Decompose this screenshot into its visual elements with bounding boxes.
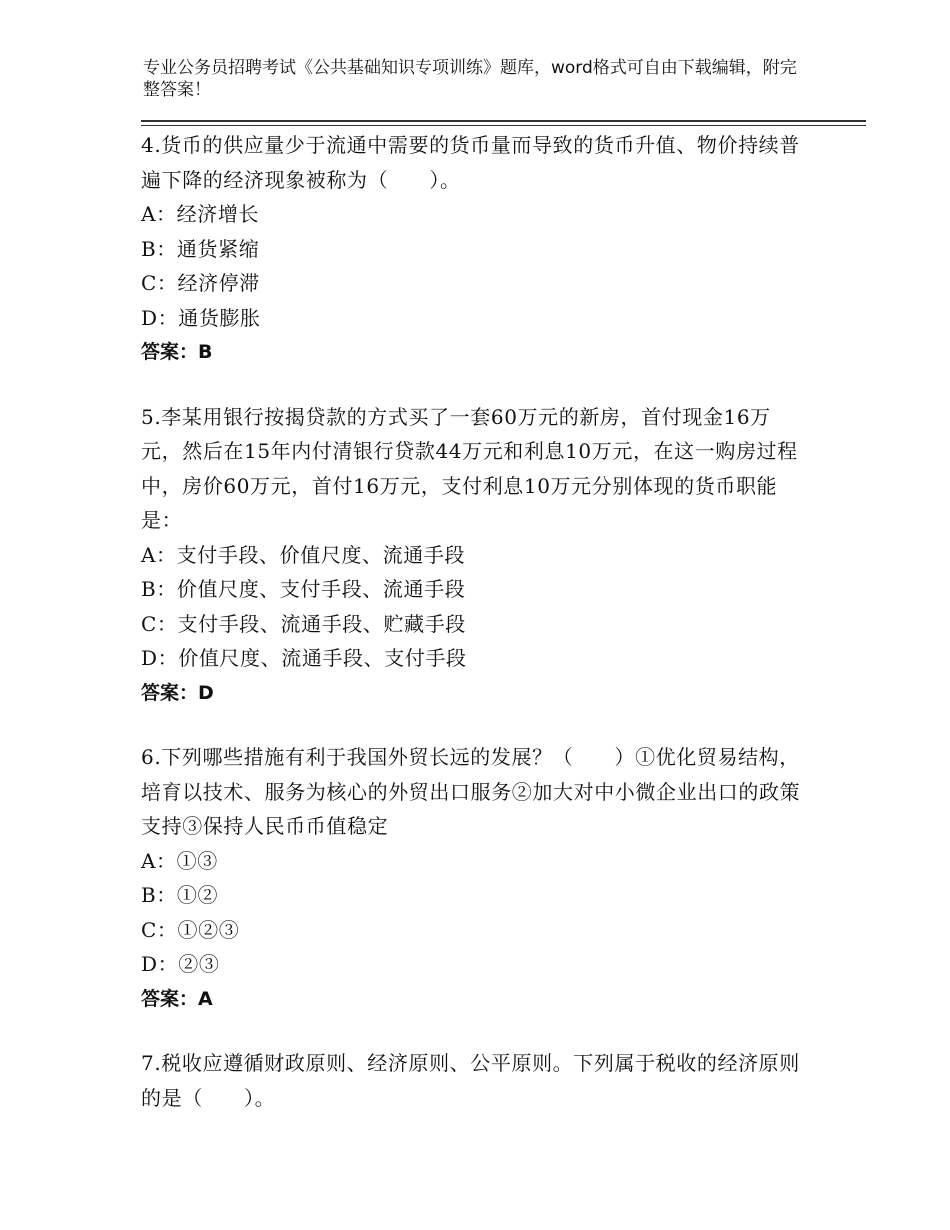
question-text: 7.税收应遵循财政原则、经济原则、公平原则。下列属于税收的经济原则的是（ ）。 [141, 1051, 800, 1110]
question-list [141, 128, 811, 1145]
option-d: D：通货膨胀 [141, 305, 261, 330]
option-b: B：通货紧缩 [141, 236, 260, 261]
answer: 答案：A [141, 987, 213, 1010]
answer: 答案：D [141, 681, 214, 704]
option-a: A：经济增长 [141, 202, 260, 226]
question-7 [141, 1046, 811, 1115]
option-d: D：②③ [141, 952, 220, 976]
question-6 [141, 740, 811, 1016]
header-divider-thin [141, 125, 866, 126]
option-b: B：价值尺度、支付手段、流通手段 [141, 577, 466, 601]
header-divider-thick [141, 120, 866, 122]
option-c: C：经济停滞 [141, 271, 260, 295]
option-d: D：价值尺度、流通手段、支付手段 [141, 646, 467, 670]
question-text: 6.下列哪些措施有利于我国外贸长远的发展？（ ）①优化贸易结构，培育以技术、服务为核心的外贸出口服务②加大对中小微企业出口的政策支持③保持人民币币值稳定 [141, 745, 801, 838]
option-c: C：①②③ [141, 917, 240, 942]
document-header: 专业公务员招聘考试《公共基础知识专项训练》题库，word格式可自由下载编辑，附完整答案！ [143, 58, 797, 100]
option-a: A：支付手段、价值尺度、流通手段 [141, 542, 466, 567]
option-c: C：支付手段、流通手段、贮藏手段 [141, 611, 466, 636]
question-5 [141, 400, 811, 711]
option-a: A：①③ [141, 848, 218, 873]
question-text: 5.李某用银行按揭贷款的方式买了一套60万元的新房，首付现金16万元，然后在15年内付清银行贷款44万元和利息10万元，在这一购房过程中，房价60万元，首付16万元，支付利息10万元分别体现的货币职能是： [141, 404, 798, 532]
option-b: B：①② [141, 883, 219, 907]
question-4 [141, 128, 811, 370]
question-text: 4.货币的供应量少于流通中需要的货币量而导致的货币升值、物价持续普遍下降的经济现象被称为（ ）。 [141, 133, 800, 192]
answer: 答案：B [141, 341, 213, 363]
